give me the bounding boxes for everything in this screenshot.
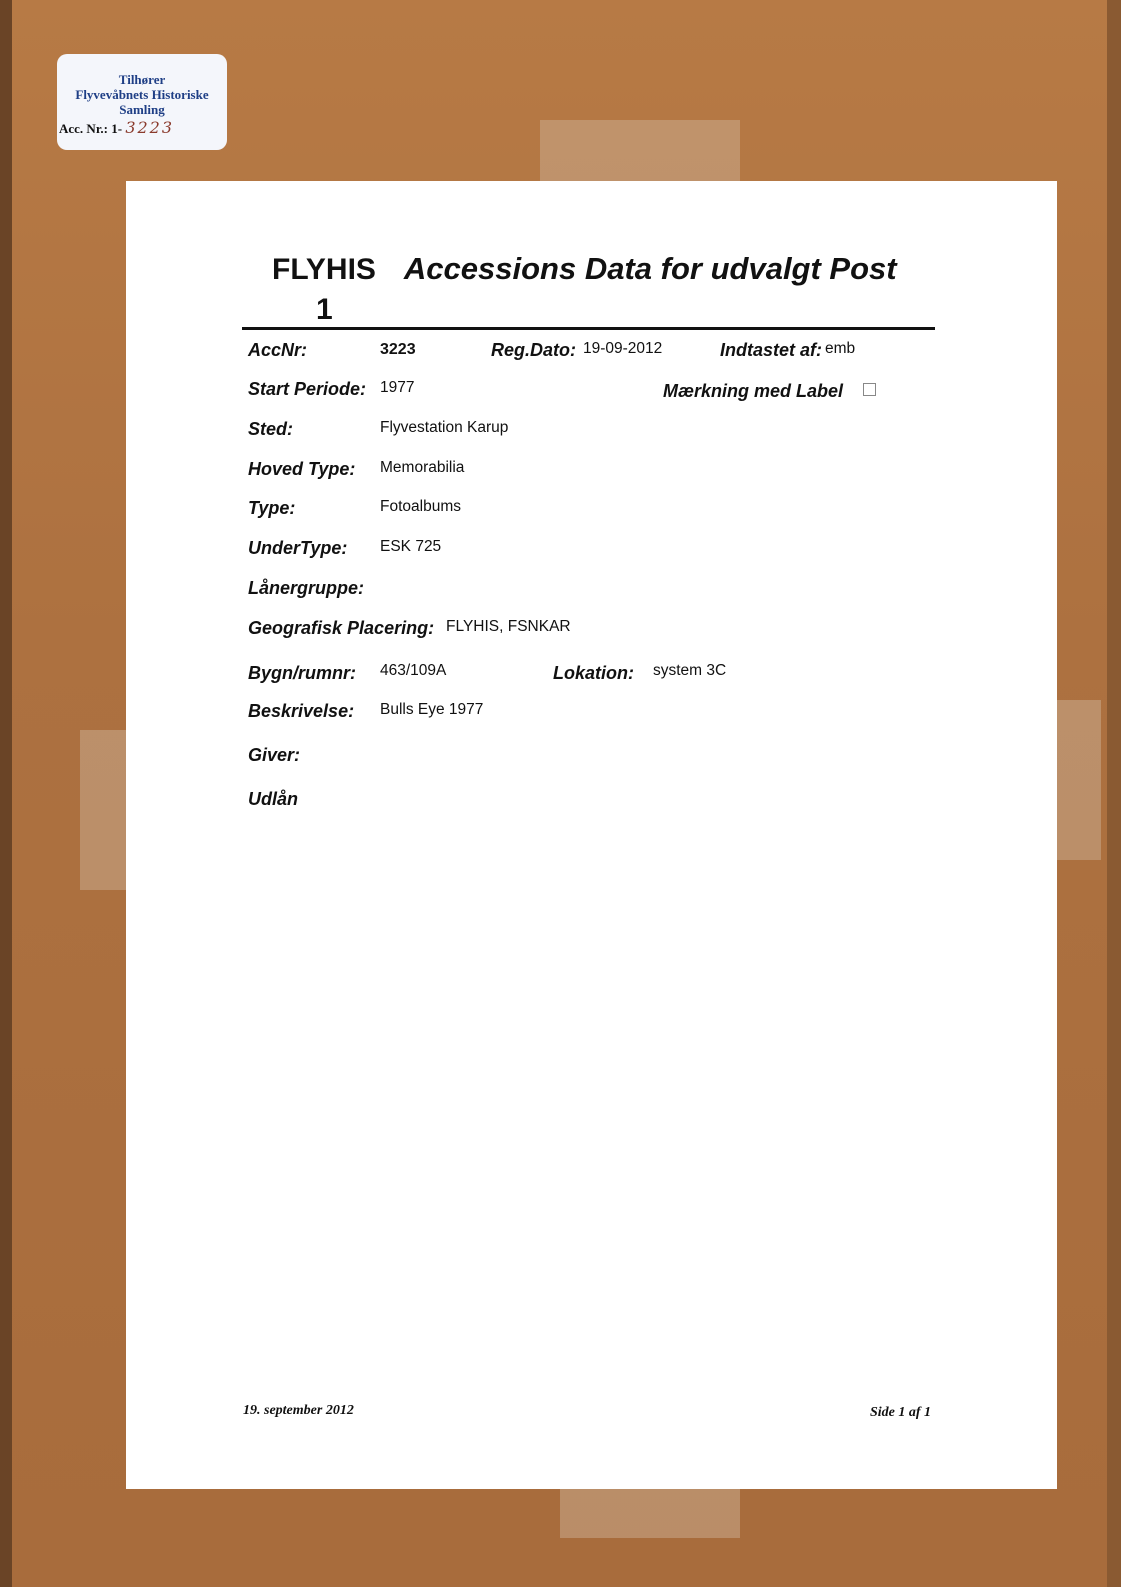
hoved-type-value: Memorabilia [380, 459, 465, 476]
hoved-type-label: Hoved Type: [248, 459, 356, 479]
sticker-line-3: Samling [119, 102, 165, 117]
beskrivelse-value: Bulls Eye 1977 [380, 701, 484, 718]
undertype-label: UnderType: [248, 538, 348, 558]
type-value: Fotoalbums [380, 498, 461, 515]
bygn-value: 463/109A [380, 662, 447, 679]
lokation-label: Lokation: [553, 663, 634, 683]
tape-strip-top [540, 120, 740, 182]
laanergruppe-label: Lånergruppe: [248, 578, 365, 598]
beskrivelse-label: Beskrivelse: [248, 701, 355, 721]
sticker-line-1: Tilhører [118, 72, 166, 87]
post-number: 1 [316, 293, 333, 326]
maerkning-label: Mærkning med Label [663, 381, 844, 401]
cardboard-left-edge [0, 0, 12, 1587]
footer-page-number: Side 1 af 1 [870, 1405, 932, 1420]
ownership-sticker [57, 54, 227, 150]
giver-label: Giver: [248, 745, 301, 765]
cardboard-right-edge [1107, 0, 1121, 1587]
start-periode-value: 1977 [380, 379, 415, 396]
page-subtitle: Accessions Data for udvalgt Post [403, 251, 897, 286]
undertype-value: ESK 725 [380, 538, 442, 555]
sted-value: Flyvestation Karup [380, 419, 509, 436]
regdato-value: 19-09-2012 [583, 340, 663, 357]
tape-strip-left [80, 730, 128, 890]
tape-strip-bottom [560, 1488, 740, 1538]
maerkning-checkbox [863, 383, 876, 396]
sticker-acc-handwritten: 3223 [125, 118, 175, 137]
sted-label: Sted: [248, 419, 293, 439]
page-title: FLYHIS [272, 253, 376, 286]
geografisk-value: FLYHIS, FSNKAR [446, 618, 571, 635]
bygn-label: Bygn/rumnr: [248, 663, 356, 683]
indtastet-label: Indtastet af: [720, 340, 823, 360]
accnr-value: 3223 [380, 341, 416, 358]
indtastet-value: emb [825, 340, 856, 357]
type-label: Type: [248, 498, 296, 518]
header-title-row [272, 251, 897, 287]
udlaan-label: Udlån [248, 789, 299, 809]
sticker-acc-label: Acc. Nr.: 1- [59, 121, 123, 136]
regdato-label: Reg.Dato: [491, 340, 576, 360]
sticker-line-2: Flyvevåbnets Historiske [75, 87, 209, 102]
start-periode-label: Start Periode: [248, 379, 367, 399]
accnr-label: AccNr: [248, 340, 308, 360]
tape-strip-right [1056, 700, 1101, 860]
accession-sheet [126, 181, 1057, 1489]
footer-date: 19. september 2012 [243, 1403, 354, 1418]
lokation-value: system 3C [653, 662, 727, 679]
header-rule [242, 327, 935, 330]
geografisk-label: Geografisk Placering: [248, 618, 435, 638]
sticker-acc-row [57, 118, 227, 137]
